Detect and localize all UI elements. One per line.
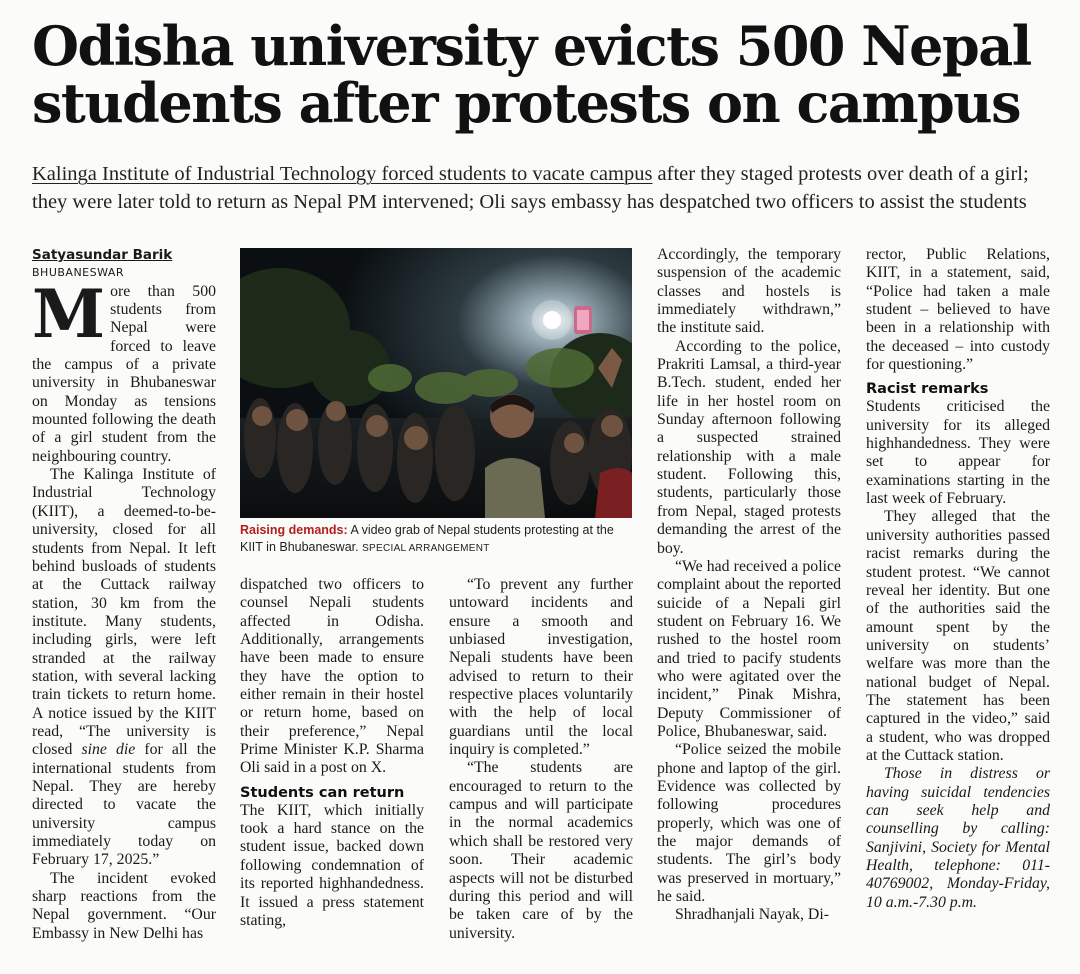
col4-p4: “Police seized the mobile phone and laptop of the girl. Evidence was collected by following procedures properly, which was one of the major demands of students. The girl’s body was preserved in mortuary,” he said. xyxy=(657,741,841,906)
protest-photo-illustration xyxy=(240,248,632,518)
headline: Odisha university evicts 500 Nepal students after protests on campus xyxy=(32,14,1031,136)
col5-p2: Students criticised the university for its alleged highhandedness. They were set to appear for examinations starting in the last week of February. xyxy=(866,398,1050,508)
col1-p1 xyxy=(32,274,216,466)
col4-p3: “We had received a police complaint about the reported suicide of a Nepali girl student on February 16. We rushed to the hostel room and tried to pacify students who were agitated over the incident,” Pinak Mishra, Deputy Commissioner of Police, Bhubaneswar, said. xyxy=(657,557,841,740)
deck-underlined: Kalinga Institute of Industrial Technology forced students to vacate campus xyxy=(32,163,653,185)
col4-p5: Shradhanjali Nayak, Di- xyxy=(675,906,829,924)
col1-p3: The incident evoked sharp reactions from the Nepal government. “Our Embassy in New Delhi has xyxy=(32,869,216,942)
column-5 xyxy=(866,246,1050,912)
column-1 xyxy=(32,246,216,943)
deck-rest: after they staged protests over death of a girl; they were later told to return as Nepal PM intervened; Oli says embassy has despatched two officers to assist the students xyxy=(32,163,1029,213)
col1-p2-text: The Kalinga Institute of Industrial Technology (KIIT), a deemed-to-be-university, closed for all students from Nepal. It left behind busloads of students at the Cuttack railway station, 30 km from the institute. Many students, including girls, were left stranded at the railway station, with several lacking train tickets to return home. A notice issued by the KIIT read, “The university is closed xyxy=(32,466,216,759)
col1-p2-end: for all the international students from Nepal. They are hereby directed to vacate the university campus immediately today on February 17, 2025.” xyxy=(32,741,216,869)
subhead-racist-remarks: Racist remarks xyxy=(866,381,989,398)
col3-p1: “To prevent any further untoward incidents and ensure a smooth and unbiased investigation, Nepali students have been advised to return to their respective places voluntarily with the help of local guardians until the local inquiry is completed.” xyxy=(449,576,633,759)
col2-p2: The KIIT, which initially took a hard stance on the student issue, backed down following condemnation of its reported highhandedness. It issued a press statement stating, xyxy=(240,801,424,929)
column-3 xyxy=(449,576,633,943)
col5-p1: rector, Public Relations, KIIT, in a statement, said, “Police had taken a male student – believed to have been in a relationship with the deceased – into custody for questioning.” xyxy=(866,246,1050,374)
col4-p2: According to the police, Prakriti Lamsal, a third-year B.Tech. student, ended her life in her hostel room on Sunday afternoon following a suspected strained relationship with a male student. Following this, students, particularly those from Nepal, staged protests demanding the arrest of the boy. xyxy=(657,337,841,557)
byline-place: BHUBANESWAR xyxy=(32,266,125,280)
byline-name: Satyasundar Barik xyxy=(32,247,173,263)
photo-caption xyxy=(240,522,636,557)
deck xyxy=(32,160,1062,216)
column-4 xyxy=(657,246,841,925)
drop-cap: M xyxy=(32,274,106,353)
col4-p1: Accordingly, the temporary suspension of the academic classes and hostels is immediately withdrawn,” the institute said. xyxy=(657,246,841,337)
subhead-students-can-return: Students can return xyxy=(240,784,405,801)
caption-label: Raising demands: xyxy=(240,523,348,537)
caption-text: A video grab of Nepal students protesting at the KIIT in Bhubaneswar. xyxy=(240,523,614,554)
news-photo xyxy=(240,248,632,518)
col2-p1: dispatched two officers to counsel Nepali students affected in Odisha. Additionally, arrangements have been made to ensure they have the option to either remain in their hostel or return home, based on their preference,” Nepal Prime Minister K.P. Sharma Oli said in a post on X. xyxy=(240,576,424,777)
col3-p2: “The students are encouraged to return to the campus and will participate in the normal academics which shall be restored very soon. Their academic aspects will not be disturbed during this period and will be taken care of by the university. xyxy=(449,759,633,942)
col1-p1-text: ore than 500 students from Nepal were forced to leave the campus of a private university in Bhubaneswar on Monday as tensions mounted following the death of a girl student from the neighbouring country. xyxy=(32,282,216,465)
col1-p2-italic: sine die xyxy=(81,741,136,759)
col5-p3: They alleged that the university authorities passed racist remarks during the student protest. “We cannot reveal her identity. But one of the authorities said the amount spent by the university on students’ welfare was more than the national budget of Nepal. The statement has been captured in the video,” said a student, who was dropped at the Cuttack station. xyxy=(866,508,1050,764)
photo-credit: SPECIAL ARRANGEMENT xyxy=(362,543,490,554)
col1-p2 xyxy=(32,466,216,870)
column-2 xyxy=(240,576,424,930)
helpline-note: Those in distress or having suicidal tendencies can seek help and counselling by calling: Sanjivini, Society for Mental Health, telephone: 011-40769002, Monday-Friday, 10 a.m.-7.30 p.m. xyxy=(866,765,1050,911)
